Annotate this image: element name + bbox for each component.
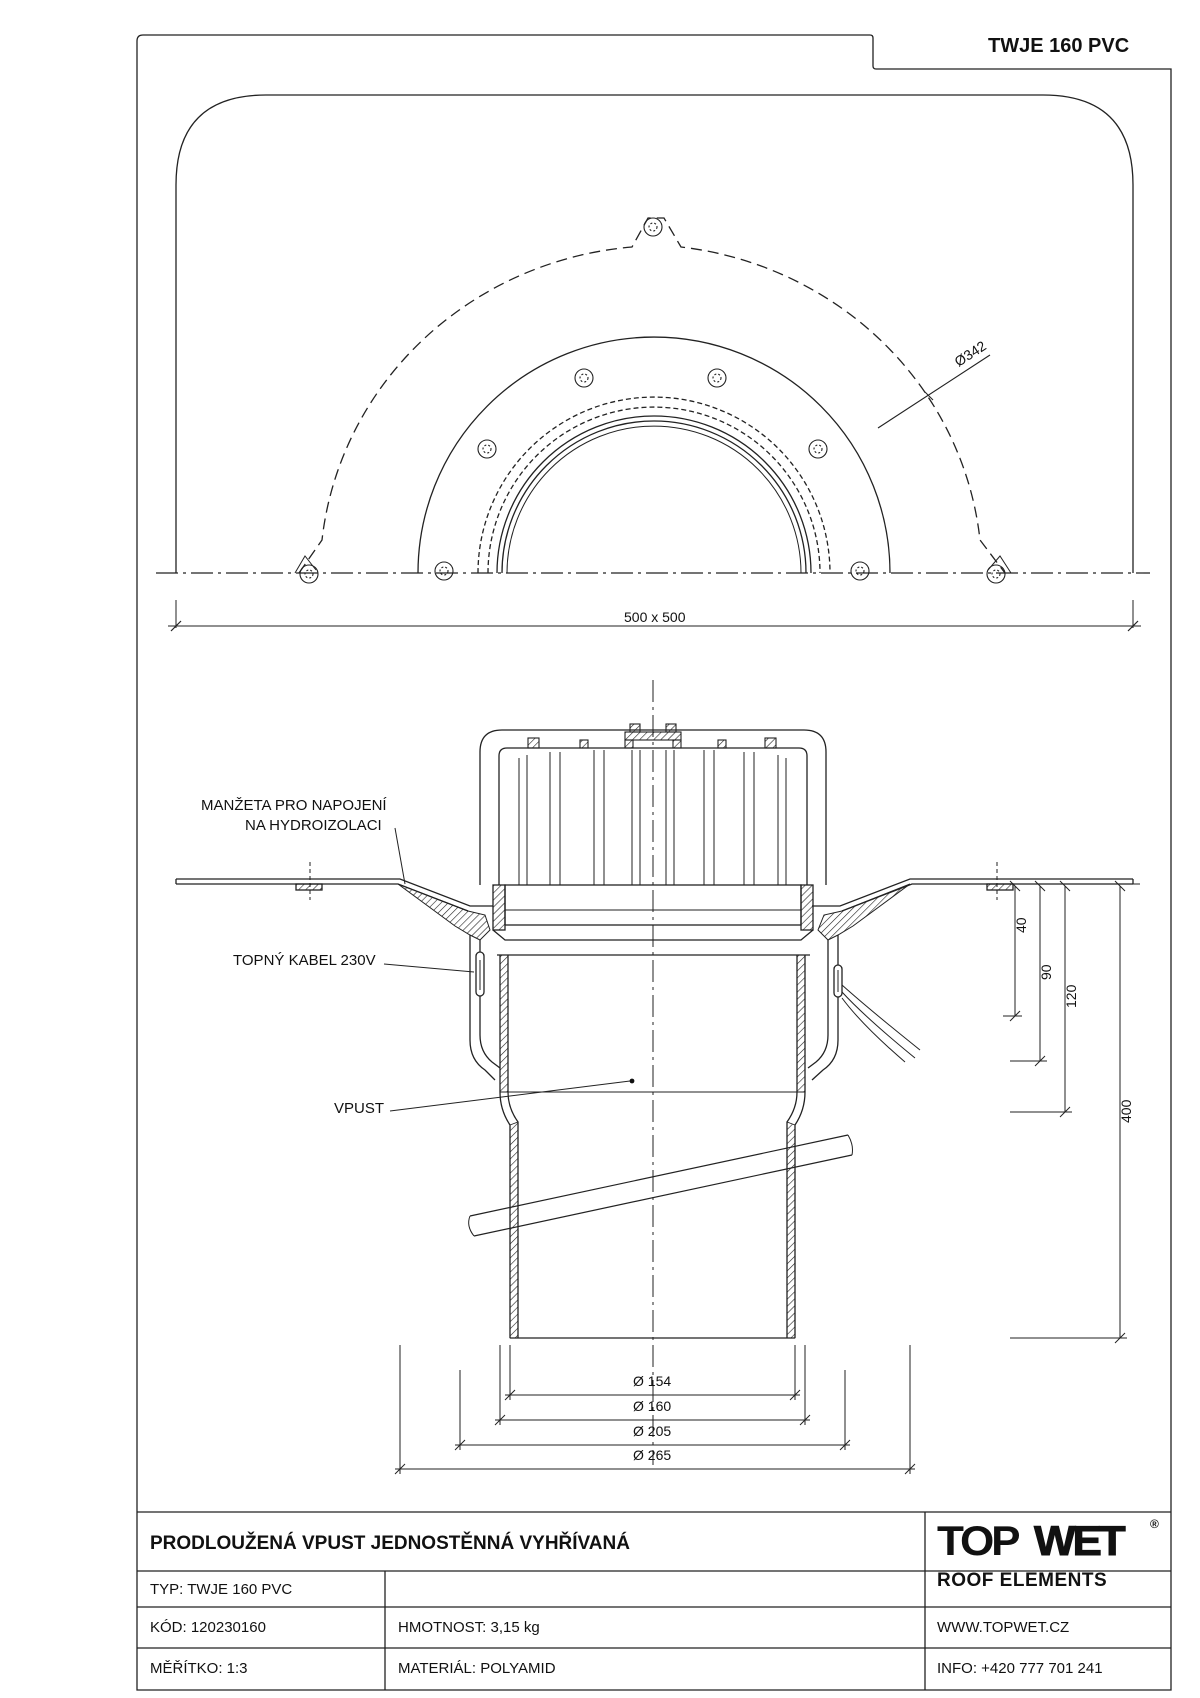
dim-d265: Ø 265 — [633, 1447, 672, 1463]
logo-word-wet: WET — [1034, 1517, 1123, 1564]
web-cell: WWW.TOPWET.CZ — [937, 1619, 1070, 1636]
collar-label-line1: MANŽETA PRO NAPOJENÍ — [201, 797, 387, 814]
code-cell: KÓD: 120230160 — [150, 1619, 266, 1636]
sheet-frame — [137, 35, 1171, 1690]
outlet-label: VPUST — [334, 1100, 385, 1117]
material-cell: MATERIÁL: POLYAMID — [398, 1660, 556, 1677]
topwet-logo — [937, 1517, 1162, 1566]
plan-view — [156, 95, 1150, 631]
plan-diameter-label: Ø342 — [951, 337, 989, 370]
dim-90: 90 — [1038, 964, 1054, 980]
drawing-title: PRODLOUŽENÁ VPUST JEDNOSTĚNNÁ VYHŘÍVANÁ — [150, 1533, 630, 1554]
dim-120: 120 — [1063, 984, 1079, 1008]
heating-cable-label: TOPNÝ KABEL 230V — [233, 952, 376, 969]
plan-size-label: 500 x 500 — [624, 609, 686, 625]
weight-cell: HMOTNOST: 3,15 kg — [398, 1619, 540, 1636]
scale-cell: MĚŘÍTKO: 1:3 — [150, 1660, 248, 1677]
info-cell: INFO: +420 777 701 241 — [937, 1660, 1103, 1677]
type-cell: TYP: TWJE 160 PVC — [150, 1581, 293, 1598]
dim-d154: Ø 154 — [633, 1373, 672, 1389]
dim-400: 400 — [1118, 1099, 1134, 1123]
drawing-code: TWJE 160 PVC — [988, 35, 1130, 57]
logo-tagline: ROOF ELEMENTS — [937, 1570, 1108, 1591]
logo-registered: ® — [1150, 1517, 1159, 1531]
dim-d205: Ø 205 — [633, 1423, 672, 1439]
dim-40: 40 — [1013, 917, 1029, 933]
collar-label-line2: NA HYDROIZOLACI — [245, 817, 382, 834]
logo-word-top: TOP — [937, 1517, 1018, 1564]
dim-d160: Ø 160 — [633, 1398, 672, 1414]
